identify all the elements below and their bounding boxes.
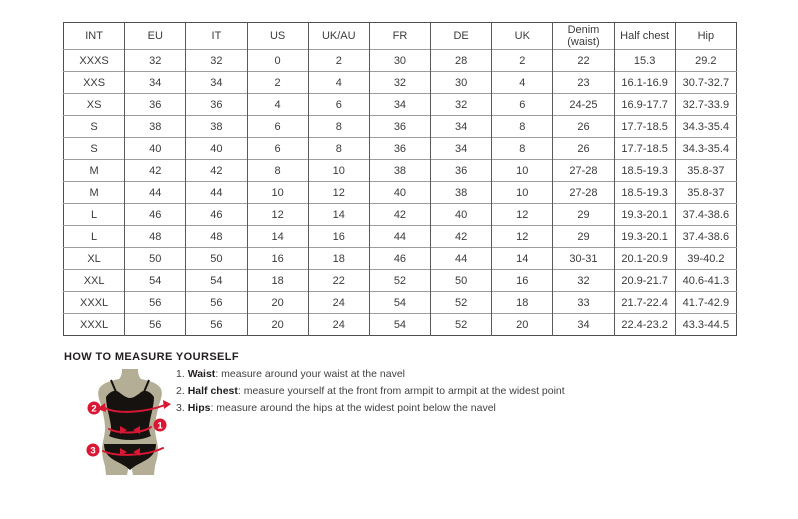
column-header: Denim (waist) (553, 23, 614, 50)
table-cell: 32.7-33.9 (675, 94, 736, 116)
table-cell: 38 (125, 116, 186, 138)
step-label: Waist (187, 368, 216, 380)
table-cell: 56 (186, 292, 247, 314)
table-cell: 27-28 (553, 182, 614, 204)
table-cell: 44 (125, 182, 186, 204)
table-cell: 40 (431, 204, 492, 226)
table-cell: 34.3-35.4 (675, 138, 736, 160)
table-cell: 32 (186, 50, 247, 72)
table-cell: 41.7-42.9 (675, 292, 736, 314)
table-cell: 8 (247, 160, 308, 182)
table-cell: 28 (431, 50, 492, 72)
table-cell: XS (64, 94, 125, 116)
table-cell: XXXL (64, 314, 125, 336)
table-cell: 6 (492, 94, 553, 116)
table-cell: 8 (308, 116, 369, 138)
table-cell: 2 (308, 50, 369, 72)
table-cell: 2 (492, 50, 553, 72)
table-cell: 8 (492, 116, 553, 138)
column-header: IT (186, 23, 247, 50)
step-text: : measure yourself at the front from armpit to armpit at the widest point (237, 385, 565, 397)
column-header: FR (369, 23, 430, 50)
table-row (64, 226, 737, 248)
table-cell: 44 (369, 226, 430, 248)
table-cell: 36 (125, 94, 186, 116)
table-cell: 56 (125, 314, 186, 336)
table-cell: 42 (369, 204, 430, 226)
table-cell: 38 (369, 160, 430, 182)
table-cell: 4 (492, 72, 553, 94)
table-cell: 14 (492, 248, 553, 270)
table-cell: XXXS (64, 50, 125, 72)
table-cell: 35.8-37 (675, 160, 736, 182)
table-cell: 19.3-20.1 (614, 204, 675, 226)
table-cell: XL (64, 248, 125, 270)
table-cell: 43.3-44.5 (675, 314, 736, 336)
table-cell: 16.1-16.9 (614, 72, 675, 94)
table-row (64, 94, 737, 116)
table-cell: 38 (186, 116, 247, 138)
table-cell: 36 (369, 138, 430, 160)
step-text: : measure around your waist at the navel (215, 368, 405, 380)
table-cell: 2 (247, 72, 308, 94)
table-cell: 20 (492, 314, 553, 336)
table-cell: 8 (308, 138, 369, 160)
table-cell: 36 (431, 160, 492, 182)
table-cell: 56 (186, 314, 247, 336)
column-header: DE (431, 23, 492, 50)
table-cell: 35.8-37 (675, 182, 736, 204)
table-cell: 30-31 (553, 248, 614, 270)
table-cell: S (64, 116, 125, 138)
table-cell: 18 (308, 248, 369, 270)
table-cell: 29 (553, 204, 614, 226)
table-cell: 26 (553, 138, 614, 160)
table-cell: 38 (431, 182, 492, 204)
table-cell: XXL (64, 270, 125, 292)
table-cell: 10 (308, 160, 369, 182)
table-cell: 21.7-22.4 (614, 292, 675, 314)
table-cell: 0 (247, 50, 308, 72)
table-cell: 20.9-21.7 (614, 270, 675, 292)
table-cell: 23 (553, 72, 614, 94)
table-cell: 40 (125, 138, 186, 160)
table-cell: 52 (369, 270, 430, 292)
measure-badge-3-number: 3 (90, 445, 96, 457)
table-row (64, 160, 737, 182)
table-cell: 33 (553, 292, 614, 314)
column-header: UK/AU (308, 23, 369, 50)
table-cell: 16 (492, 270, 553, 292)
table-cell: 52 (431, 292, 492, 314)
table-cell: 46 (125, 204, 186, 226)
step-label: Hips (187, 402, 211, 414)
table-cell: M (64, 182, 125, 204)
table-cell: 46 (186, 204, 247, 226)
table-cell: 29 (553, 226, 614, 248)
table-cell: 34 (431, 116, 492, 138)
mannequin-illustration (74, 367, 186, 502)
table-row (64, 182, 737, 204)
step-number: 3. (176, 402, 185, 414)
table-cell: 54 (186, 270, 247, 292)
table-cell: 20 (247, 314, 308, 336)
table-row (64, 292, 737, 314)
table-cell: 22 (553, 50, 614, 72)
table-cell: 24-25 (553, 94, 614, 116)
table-row (64, 270, 737, 292)
column-header: UK (492, 23, 553, 50)
table-cell: 40 (369, 182, 430, 204)
table-cell: 32 (369, 72, 430, 94)
table-cell: 46 (369, 248, 430, 270)
table-cell: 32 (553, 270, 614, 292)
measure-badge-1-number: 1 (157, 420, 163, 432)
column-header: Half chest (614, 23, 675, 50)
table-cell: 27-28 (553, 160, 614, 182)
column-header: US (247, 23, 308, 50)
table-cell: XXXL (64, 292, 125, 314)
measure-steps-list (176, 369, 565, 420)
table-cell: 18.5-19.3 (614, 160, 675, 182)
size-chart-table (63, 22, 737, 336)
table-cell: 37.4-38.6 (675, 226, 736, 248)
table-cell: 12 (492, 204, 553, 226)
table-cell: 36 (186, 94, 247, 116)
table-cell: 8 (492, 138, 553, 160)
table-cell: 10 (492, 182, 553, 204)
measure-step-1 (176, 369, 565, 380)
table-cell: L (64, 226, 125, 248)
table-row (64, 248, 737, 270)
step-number: 1. (176, 368, 185, 380)
table-cell: 10 (247, 182, 308, 204)
table-cell: 34 (369, 94, 430, 116)
table-cell: 34 (125, 72, 186, 94)
table-cell: 32 (125, 50, 186, 72)
table-cell: 15.3 (614, 50, 675, 72)
table-cell: 6 (247, 138, 308, 160)
table-cell: 18.5-19.3 (614, 182, 675, 204)
table-cell: 34 (431, 138, 492, 160)
table-cell: 50 (431, 270, 492, 292)
table-cell: 12 (492, 226, 553, 248)
table-cell: 44 (431, 248, 492, 270)
header-row (64, 23, 737, 50)
table-cell: 19.3-20.1 (614, 226, 675, 248)
table-cell: 50 (125, 248, 186, 270)
table-cell: 4 (247, 94, 308, 116)
chest-arrow-right (163, 400, 171, 409)
table-cell: 12 (247, 204, 308, 226)
table-cell: 18 (247, 270, 308, 292)
column-header: INT (85, 30, 103, 42)
table-cell: 18 (492, 292, 553, 314)
table-cell: 42 (431, 226, 492, 248)
table-cell: 50 (186, 248, 247, 270)
table-cell: 48 (125, 226, 186, 248)
table-row (64, 72, 737, 94)
table-cell: 4 (308, 72, 369, 94)
table-cell: 44 (186, 182, 247, 204)
table-cell: 42 (186, 160, 247, 182)
table-cell: L (64, 204, 125, 226)
table-cell: 26 (553, 116, 614, 138)
table-cell: 14 (308, 204, 369, 226)
table-cell: 30 (369, 50, 430, 72)
table-cell: 40 (186, 138, 247, 160)
measure-step-3 (176, 403, 565, 414)
table-cell: 16 (247, 248, 308, 270)
table-cell: 39-40.2 (675, 248, 736, 270)
step-number: 2. (176, 385, 185, 397)
table-cell: 12 (308, 182, 369, 204)
table-cell: 29.2 (675, 50, 736, 72)
table-cell: 34 (186, 72, 247, 94)
table-cell: 6 (308, 94, 369, 116)
table-cell: 54 (369, 314, 430, 336)
table-row (64, 314, 737, 336)
table-cell: 22 (308, 270, 369, 292)
column-header: Hip (675, 23, 736, 50)
table-cell: 40.6-41.3 (675, 270, 736, 292)
table-cell: 6 (247, 116, 308, 138)
table-cell: 20 (247, 292, 308, 314)
table-cell: XXS (64, 72, 125, 94)
table-cell: 24 (308, 292, 369, 314)
table-cell: 17.7-18.5 (614, 116, 675, 138)
table-cell: M (64, 160, 125, 182)
table-cell: 42 (125, 160, 186, 182)
table-row (64, 116, 737, 138)
measure-badge-2-number: 2 (91, 403, 97, 415)
table-cell: 16 (308, 226, 369, 248)
table-cell: 56 (125, 292, 186, 314)
table-cell: 54 (125, 270, 186, 292)
table-cell: 16.9-17.7 (614, 94, 675, 116)
table-cell: 14 (247, 226, 308, 248)
table-cell: 32 (431, 94, 492, 116)
table-cell: 34.3-35.4 (675, 116, 736, 138)
table-cell: 22.4-23.2 (614, 314, 675, 336)
table-cell: 30.7-32.7 (675, 72, 736, 94)
table-cell: 30 (431, 72, 492, 94)
step-label: Half chest (187, 385, 238, 397)
table-cell: 24 (308, 314, 369, 336)
table-row (64, 204, 737, 226)
table-row (64, 50, 737, 72)
table-cell: 10 (492, 160, 553, 182)
table-cell: 36 (369, 116, 430, 138)
table-cell: 37.4-38.6 (675, 204, 736, 226)
table-cell: 48 (186, 226, 247, 248)
step-text: : measure around the hips at the widest point below the navel (210, 402, 496, 414)
table-cell: 54 (369, 292, 430, 314)
table-cell: 52 (431, 314, 492, 336)
column-header: EU (125, 23, 186, 50)
table-row (64, 138, 737, 160)
table-cell: 17.7-18.5 (614, 138, 675, 160)
table-cell: 34 (553, 314, 614, 336)
measure-step-2 (176, 386, 565, 397)
table-cell: 20.1-20.9 (614, 248, 675, 270)
table-cell: S (64, 138, 125, 160)
measure-guide-title: HOW TO MEASURE YOURSELF (64, 351, 240, 363)
